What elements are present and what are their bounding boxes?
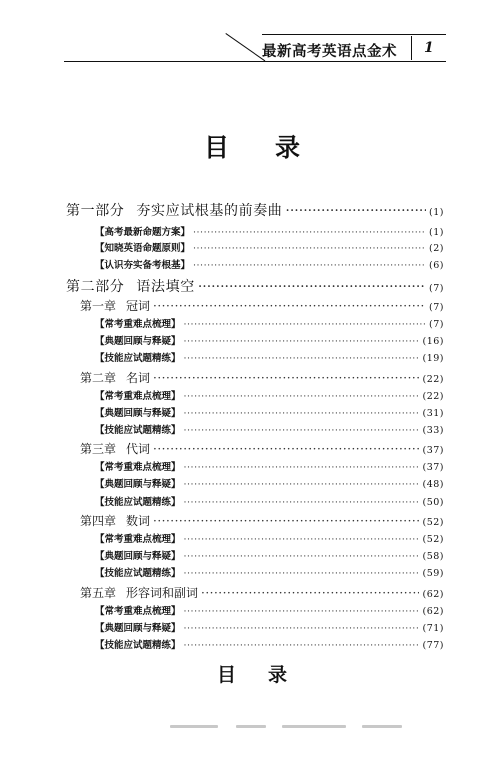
- leader-dots: [184, 568, 420, 579]
- toc-section-entry[interactable]: [95, 257, 444, 271]
- leader-dots: [184, 408, 420, 419]
- toc-entry-title: 【常考重难点梳理】: [95, 606, 181, 617]
- scan-smudge: [170, 725, 218, 728]
- leader-dots: [184, 462, 420, 473]
- toc-page-number: (2): [429, 243, 444, 254]
- leader-dots: [184, 353, 420, 364]
- toc-section-entry[interactable]: [95, 494, 444, 508]
- toc-entry-title: 【技能应试题精练】: [95, 497, 181, 508]
- toc-entry-title: 【常考重难点梳理】: [95, 391, 181, 402]
- toc-chapter-entry[interactable]: [80, 297, 444, 314]
- toc-section-entry[interactable]: [95, 476, 444, 490]
- toc-part-entry[interactable]: [66, 200, 444, 220]
- toc-page-number: (62): [422, 589, 444, 600]
- toc-section-entry[interactable]: [95, 350, 444, 364]
- toc-entry-title: 【技能应试题精练】: [95, 640, 181, 651]
- leader-dots: [153, 299, 426, 313]
- leader-dots: [184, 479, 420, 490]
- leader-dots: [184, 623, 420, 634]
- toc-page-number: (16): [422, 336, 444, 347]
- toc-page-number: (6): [429, 260, 444, 271]
- toc-page-number: (52): [422, 534, 444, 545]
- toc-section-entry[interactable]: [95, 405, 444, 419]
- scan-smudge: [362, 725, 402, 728]
- toc-entry-title: 【认识夯实备考根基】: [95, 260, 191, 271]
- toc-page-number: (48): [422, 479, 444, 490]
- toc-section-entry[interactable]: [95, 637, 444, 651]
- scan-smudge: [282, 725, 346, 728]
- toc-entry-title: 【知晓英语命题原则】: [95, 243, 191, 254]
- toc-entry-title: 【典题回顾与释疑】: [95, 623, 181, 634]
- leader-dots: [184, 606, 420, 617]
- bleed-through-title: 目录: [216, 664, 319, 686]
- toc-section-entry[interactable]: [95, 333, 444, 347]
- leader-dots: [184, 391, 420, 402]
- header-rule-bottom: [64, 61, 446, 62]
- toc-page-number: (37): [422, 462, 444, 473]
- toc-entry-title: 【常考重难点梳理】: [95, 534, 181, 545]
- toc-page-number: (19): [422, 353, 444, 364]
- leader-dots: [193, 243, 426, 254]
- toc-entry-title: 【典题回顾与释疑】: [95, 408, 181, 419]
- page-title: 目录: [203, 133, 346, 162]
- toc-entry-title: 第一部分 夯实应试根基的前奏曲: [66, 203, 283, 219]
- toc-chapter-entry[interactable]: [80, 440, 444, 457]
- leader-dots: [153, 442, 419, 456]
- toc-entry-title: 第一章 冠词: [80, 299, 151, 313]
- toc-page-number: (22): [422, 374, 444, 385]
- toc-page-number: (71): [422, 623, 444, 634]
- scan-smudge: [236, 725, 266, 728]
- toc-section-entry[interactable]: [95, 240, 444, 254]
- toc-section-entry[interactable]: [95, 620, 444, 634]
- header-rule-slash: [225, 33, 265, 61]
- toc-entry-title: 第四章 数词: [80, 514, 151, 528]
- toc-chapter-entry[interactable]: [80, 369, 444, 386]
- toc-page-number: (77): [422, 640, 444, 651]
- toc-entry-title: 【典题回顾与释疑】: [95, 551, 181, 562]
- leader-dots: [198, 279, 426, 295]
- toc-page-number: (62): [422, 606, 444, 617]
- toc-section-entry[interactable]: [95, 422, 444, 436]
- leader-dots: [184, 551, 420, 562]
- toc-entry-title: 【常考重难点梳理】: [95, 319, 181, 330]
- toc-section-entry[interactable]: [95, 565, 444, 579]
- toc-entry-title: 【典题回顾与释疑】: [95, 336, 181, 347]
- toc-page-number: (7): [429, 302, 444, 313]
- leader-dots: [184, 425, 420, 436]
- leader-dots: [184, 336, 420, 347]
- toc-page-number: (22): [422, 391, 444, 402]
- leader-dots: [184, 534, 420, 545]
- toc-page-number: (59): [422, 568, 444, 579]
- toc-page-number: (1): [429, 227, 444, 238]
- toc-section-entry[interactable]: [95, 548, 444, 562]
- leader-dots: [201, 586, 419, 600]
- toc-page-number: (52): [422, 517, 444, 528]
- toc-entry-title: 【典题回顾与释疑】: [95, 479, 181, 490]
- toc-page-number: (58): [422, 551, 444, 562]
- header-separator: [411, 36, 412, 60]
- toc-entry-title: 第五章 形容词和副词: [80, 586, 199, 600]
- toc-page-number: (7): [429, 319, 444, 330]
- running-header-page-number: 1: [424, 40, 434, 56]
- toc-entry-title: 【技能应试题精练】: [95, 353, 181, 364]
- toc-entry-title: 第二章 名词: [80, 371, 151, 385]
- toc-entry-title: 第三章 代词: [80, 442, 151, 456]
- leader-dots: [153, 371, 419, 385]
- toc-entry-title: 【技能应试题精练】: [95, 425, 181, 436]
- toc-page-number: (33): [422, 425, 444, 436]
- toc-section-entry[interactable]: [95, 459, 444, 473]
- running-header-title: 最新高考英语点金术: [262, 44, 397, 60]
- toc-part-entry[interactable]: [66, 276, 444, 296]
- leader-dots: [153, 514, 419, 528]
- toc-entry-title: 【技能应试题精练】: [95, 568, 181, 579]
- toc-page-number: (1): [429, 207, 444, 218]
- header-rule-top: [262, 34, 446, 35]
- toc-page-number: (50): [422, 497, 444, 508]
- toc-section-entry[interactable]: [95, 603, 444, 617]
- leader-dots: [184, 640, 420, 651]
- toc-section-entry[interactable]: [95, 388, 444, 402]
- toc-page-number: (37): [422, 445, 444, 456]
- leader-dots: [193, 227, 426, 238]
- toc-entry-title: 【高考最新命题方案】: [95, 227, 191, 238]
- toc-chapter-entry[interactable]: [80, 584, 444, 601]
- toc-section-entry[interactable]: [95, 224, 444, 238]
- toc-entry-title: 第二部分 语法填空: [66, 279, 195, 295]
- leader-dots: [184, 319, 427, 330]
- toc-entry-title: 【常考重难点梳理】: [95, 462, 181, 473]
- toc-page-number: (7): [429, 283, 444, 294]
- toc-section-entry[interactable]: [95, 531, 444, 545]
- toc-section-entry[interactable]: [95, 316, 444, 330]
- leader-dots: [285, 203, 426, 219]
- toc-chapter-entry[interactable]: [80, 512, 444, 529]
- leader-dots: [193, 260, 426, 271]
- leader-dots: [184, 497, 420, 508]
- toc-page-number: (31): [422, 408, 444, 419]
